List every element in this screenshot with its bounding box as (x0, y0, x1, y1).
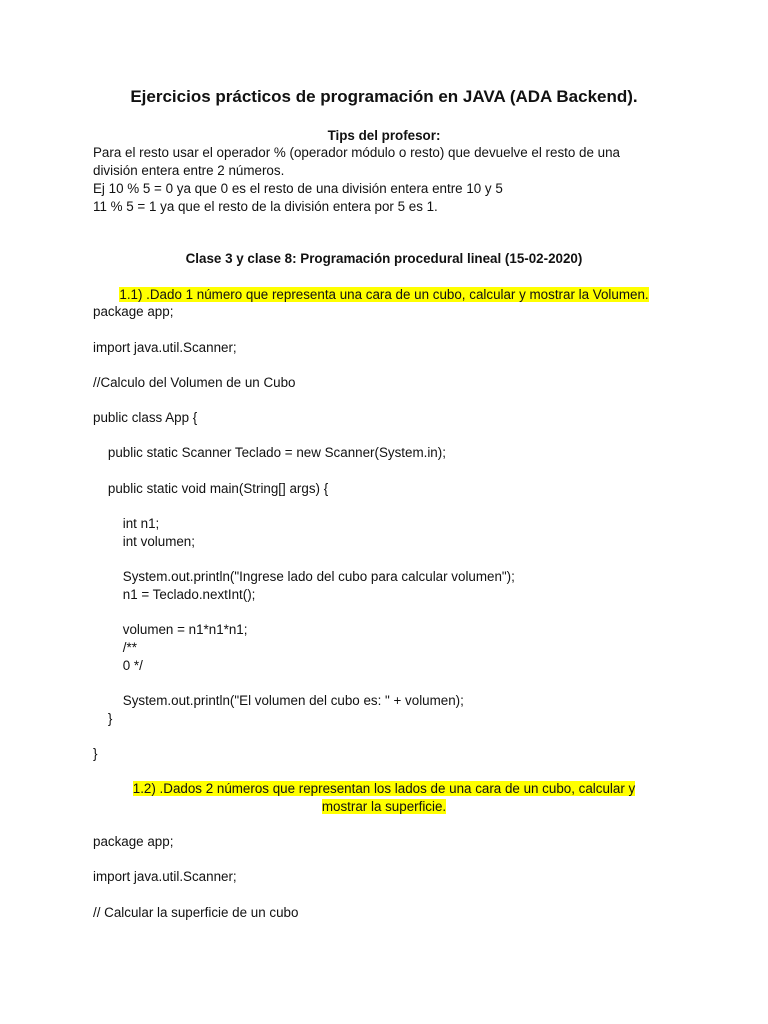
exercise-statement (0, 798, 768, 816)
code-line: import java.util.Scanner; (93, 869, 237, 884)
code-line: volumen = n1*n1*n1; (93, 622, 248, 637)
exercise-statement (0, 286, 768, 304)
document-title: Ejercicios prácticos de programación en JAVA (ADA Backend). (130, 87, 638, 106)
code-line: public static Scanner Teclado = new Scanner(System.in); (93, 445, 446, 460)
code-line: //Calculo del Volumen de un Cubo (93, 375, 296, 390)
section-heading: Clase 3 y clase 8: Programación procedural lineal (15-02-2020) (185, 251, 583, 266)
code-line: import java.util.Scanner; (93, 340, 237, 355)
tip-line: 11 % 5 = 1 ya que el resto de la división entera por 5 es 1. (93, 199, 438, 214)
code-line: int volumen; (93, 534, 195, 549)
highlighted-text: 1.1) .Dado 1 número que representa una cara de un cubo, calcular y mostrar la Volumen. (119, 287, 649, 302)
tip-line: división entera entre 2 números. (93, 163, 285, 178)
code-line: package app; (93, 304, 174, 319)
code-line: System.out.println("Ingrese lado del cubo para calcular volumen"); (93, 569, 515, 584)
code-line: } (93, 711, 113, 726)
exercise-statement (0, 780, 768, 798)
highlighted-text: mostrar la superficie. (321, 799, 447, 814)
code-line: /** (93, 640, 137, 655)
code-line: } (93, 746, 98, 761)
code-line: int n1; (93, 516, 160, 531)
code-line: 0 */ (93, 658, 143, 673)
tips-heading: Tips del profesor: (327, 128, 441, 143)
highlighted-text: 1.2) .Dados 2 números que representan los lados de una cara de un cubo, calcular y (132, 781, 636, 796)
code-line: public class App { (93, 410, 198, 425)
code-line: // Calcular la superficie de un cubo (93, 905, 299, 920)
code-line: System.out.println("El volumen del cubo es: " + volumen); (93, 693, 464, 708)
code-line: public static void main(String[] args) { (93, 481, 329, 496)
tip-line: Ej 10 % 5 = 0 ya que 0 es el resto de una división entera entre 10 y 5 (93, 181, 503, 196)
code-line: n1 = Teclado.nextInt(); (93, 587, 256, 602)
tip-line: Para el resto usar el operador % (operador módulo o resto) que devuelve el resto de una (93, 145, 621, 160)
code-line: package app; (93, 834, 174, 849)
